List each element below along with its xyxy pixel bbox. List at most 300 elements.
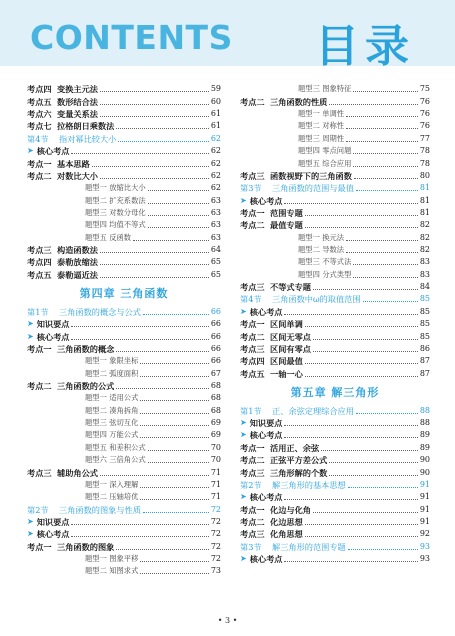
toc-topic-entry[interactable] [240, 466, 430, 478]
arrow-marker-icon: ➤ [240, 418, 247, 428]
dot-leader [116, 548, 208, 550]
dot-leader [346, 127, 418, 129]
dot-leader [100, 251, 209, 253]
entry-label: 考点一 [27, 343, 52, 354]
toc-topic-entry[interactable] [27, 244, 221, 256]
dot-leader [284, 498, 417, 500]
entry-title: 三角函数中ω的取值范围 [272, 294, 361, 305]
toc-section-entry[interactable] [27, 503, 221, 515]
entry-title: 题型四 万能公式 [85, 430, 139, 440]
toc-question-type-entry[interactable] [240, 268, 430, 280]
dot-leader [346, 251, 418, 253]
toc-topic-entry[interactable] [240, 170, 430, 182]
toc-core-entry[interactable] [240, 194, 430, 206]
toc-topic-entry[interactable] [240, 528, 430, 540]
dot-leader [140, 399, 208, 401]
toc-topic-entry[interactable] [240, 318, 430, 330]
entry-title: 三角函数的概念与公式 [59, 306, 141, 317]
entry-title: 题型一 单调性 [298, 109, 345, 119]
entry-page-number: 91 [419, 504, 430, 514]
entry-title: 辅助角公式 [57, 467, 98, 478]
dot-leader [284, 424, 417, 426]
entry-page-number: 67 [210, 368, 221, 378]
entry-page-number: 68 [210, 393, 221, 403]
dot-leader [71, 152, 208, 154]
arrow-marker-icon: ➤ [240, 195, 247, 205]
entry-title: 题型二 扩充系数法 [85, 195, 146, 205]
dot-leader [116, 350, 208, 352]
dot-leader [140, 436, 208, 438]
entry-page-number: 66 [210, 319, 221, 329]
toc-question-type-entry[interactable] [27, 231, 221, 243]
toc-topic-entry[interactable] [240, 367, 430, 379]
entry-title: 核心考点 [249, 195, 283, 206]
entry-title: 核心考点 [249, 492, 283, 503]
dot-leader [363, 300, 418, 302]
entry-label: 考点二 [240, 331, 265, 342]
entry-page-number: 62 [210, 158, 221, 168]
toc-question-type-entry[interactable] [27, 207, 221, 219]
entry-label: 考点二 [240, 220, 265, 231]
dot-leader [353, 165, 417, 167]
toc-section-entry[interactable] [27, 132, 221, 144]
dot-leader [313, 350, 418, 352]
dot-leader [140, 498, 208, 500]
dot-leader [305, 362, 418, 364]
entry-title: 化边思想 [270, 516, 303, 527]
toc-question-type-entry[interactable] [27, 367, 221, 379]
entry-page-number: 59 [210, 84, 221, 94]
entry-label: 考点四 [27, 257, 52, 268]
entry-label: 第3节 [240, 541, 262, 552]
entry-title: 区间有零点 [270, 343, 311, 354]
toc-topic-entry[interactable] [27, 268, 221, 280]
entry-page-number: 82 [419, 232, 430, 242]
entry-title: 题型一 适用公式 [85, 393, 139, 403]
entry-title: 题型三 不等式法 [298, 257, 352, 267]
entry-page-number: 83 [419, 257, 430, 267]
toc-question-type-entry[interactable] [240, 108, 430, 120]
toc-topic-entry[interactable] [27, 108, 221, 120]
dot-leader [100, 276, 209, 278]
entry-page-number: 81 [419, 183, 430, 193]
entry-label: 考点四 [27, 84, 52, 95]
entry-page-number: 78 [419, 158, 430, 168]
dot-leader [348, 548, 418, 550]
toc-topic-entry[interactable] [240, 355, 430, 367]
chapter-heading: 第四章 三角函数 [79, 287, 169, 301]
entry-title: 构造函数法 [57, 245, 98, 256]
entry-title: 基本思路 [57, 158, 90, 169]
entry-title: 范围专题 [270, 207, 303, 218]
toc-question-type-entry[interactable] [27, 417, 221, 429]
entry-page-number: 61 [210, 109, 221, 119]
entry-page-number: 65 [210, 269, 221, 279]
entry-page-number: 63 [210, 207, 221, 217]
entry-label: 考点六 [27, 109, 52, 120]
entry-title: 区间最值 [270, 356, 303, 367]
dot-leader [346, 239, 418, 241]
toc-core-entry[interactable] [240, 305, 430, 317]
toc-section-entry[interactable] [240, 182, 430, 194]
dot-leader [140, 362, 208, 364]
toc-topic-entry[interactable] [240, 441, 430, 453]
entry-title: 三角函数的性质 [270, 96, 328, 107]
toc-right-column [240, 83, 430, 565]
entry-page-number: 68 [210, 405, 221, 415]
dot-leader [313, 511, 418, 513]
entry-title: 题型六 三倍角公式 [85, 455, 146, 465]
entry-title: 区间无零点 [270, 331, 311, 342]
toc-core-entry[interactable] [240, 417, 430, 429]
dot-leader [71, 535, 208, 537]
page-number: • 3 • [217, 616, 238, 625]
entry-title: 题型三 对数分母化 [85, 207, 146, 217]
entry-title: 不等式专题 [270, 282, 311, 293]
toc-question-type-entry[interactable] [240, 244, 430, 256]
entry-title: 题型三 周期性 [298, 133, 345, 143]
entry-page-number: 72 [210, 529, 221, 539]
entry-page-number: 68 [210, 381, 221, 390]
entry-page-number: 88 [419, 418, 430, 428]
entry-page-number: 63 [210, 232, 221, 242]
toc-topic-entry[interactable] [27, 380, 221, 392]
arrow-marker-icon: ➤ [240, 554, 247, 564]
arrow-marker-icon: ➤ [27, 331, 34, 341]
toc-question-type-entry[interactable] [240, 145, 430, 157]
toc-question-type-entry[interactable] [240, 231, 430, 243]
entry-page-number: 93 [419, 554, 430, 564]
dot-leader [148, 449, 209, 451]
entry-title: 区间单调 [270, 319, 303, 330]
entry-label: 考点二 [240, 96, 265, 107]
toc-core-entry[interactable] [240, 553, 430, 565]
entry-label: 考点三 [240, 282, 265, 293]
toc-topic-entry[interactable] [240, 219, 430, 231]
toc-question-type-entry[interactable] [240, 256, 430, 268]
entry-title: 解三角形的基本思想 [272, 479, 346, 490]
entry-page-number: 69 [210, 418, 221, 428]
arrow-marker-icon: ➤ [240, 430, 247, 440]
toc-topic-entry[interactable] [27, 343, 221, 355]
entry-title: 数形结合法 [57, 96, 98, 107]
toc-question-type-entry[interactable] [27, 194, 221, 206]
entry-title: 知识要点 [36, 319, 70, 330]
dot-leader [305, 226, 418, 228]
entry-page-number: 64 [210, 245, 221, 255]
toc-section-entry[interactable] [240, 404, 430, 416]
entry-label: 第2节 [240, 479, 262, 490]
entry-label: 第2节 [27, 504, 49, 515]
entry-page-number: 85 [419, 294, 430, 304]
entry-page-number: 92 [419, 529, 430, 539]
dot-leader [118, 140, 208, 142]
entry-label: 考点七 [27, 121, 52, 132]
entry-title: 题型一 深入理解 [85, 479, 139, 489]
dot-leader [148, 214, 209, 216]
entry-label: 考点三 [27, 467, 52, 478]
entry-title: 化角思想 [270, 529, 303, 540]
entry-label: 考点一 [240, 207, 265, 218]
dot-leader [305, 214, 418, 216]
entry-label: 第3节 [240, 183, 262, 194]
toc-topic-entry[interactable] [240, 207, 430, 219]
toc-question-type-entry[interactable] [27, 355, 221, 367]
toc-topic-entry[interactable] [240, 330, 430, 342]
dot-leader [353, 90, 417, 92]
toc-section-entry[interactable] [240, 540, 430, 552]
dot-leader [92, 165, 209, 167]
entry-label: 考点二 [240, 516, 265, 527]
entry-label: 考点一 [240, 319, 265, 330]
toc-topic-entry[interactable] [27, 83, 221, 95]
dot-leader [353, 276, 417, 278]
dot-leader [100, 474, 209, 476]
entry-title: 题型一 换元法 [298, 232, 345, 242]
arrow-marker-icon: ➤ [27, 319, 34, 329]
toc-core-entry[interactable] [27, 516, 221, 528]
toc-core-entry[interactable] [240, 429, 430, 441]
toc-topic-entry[interactable] [240, 516, 430, 528]
entry-page-number: 76 [419, 109, 430, 119]
dot-leader [329, 103, 417, 105]
toc-topic-entry[interactable] [240, 454, 430, 466]
dot-leader [305, 523, 418, 525]
dot-leader [305, 535, 418, 537]
dot-leader [356, 412, 418, 414]
entry-page-number: 70 [210, 442, 221, 452]
entry-page-number: 70 [210, 455, 221, 465]
dot-leader [116, 127, 208, 129]
arrow-marker-icon: ➤ [27, 516, 34, 526]
entry-title: 题型四 均值不等式 [85, 220, 146, 230]
entry-title: 核心考点 [249, 430, 283, 441]
toc-topic-entry[interactable] [240, 95, 430, 107]
entry-title: 变量关系法 [57, 109, 98, 120]
entry-page-number: 87 [419, 368, 430, 378]
dot-leader [100, 177, 209, 179]
entry-title: 正弦平方差公式 [270, 455, 328, 466]
contents-heading: CONTENTS [30, 18, 233, 57]
dot-leader [140, 486, 208, 488]
entry-label: 考点三 [240, 467, 265, 478]
entry-page-number: 62 [210, 133, 221, 143]
dot-leader [140, 424, 208, 426]
entry-page-number: 63 [210, 195, 221, 205]
toc-left-column [27, 83, 221, 577]
toc-question-type-entry[interactable] [240, 83, 430, 95]
entry-page-number: 84 [419, 282, 430, 292]
dot-leader [284, 202, 417, 204]
toc-core-entry[interactable] [240, 491, 430, 503]
entry-title: 三角函数的图象 [57, 541, 115, 552]
entry-title: 题型三 弦切互化 [85, 418, 139, 428]
toc-question-type-entry[interactable] [27, 392, 221, 404]
dot-leader [346, 140, 418, 142]
entry-page-number: 83 [419, 269, 430, 279]
toc-section-entry[interactable] [27, 305, 221, 317]
toc-topic-entry[interactable] [27, 120, 221, 132]
toc-topic-entry[interactable] [240, 503, 430, 515]
entry-page-number: 71 [210, 479, 221, 489]
toc-core-entry[interactable] [27, 318, 221, 330]
entry-title: 解三角形的范围专题 [272, 541, 346, 552]
toc-question-type-entry[interactable] [27, 491, 221, 503]
dot-leader [140, 572, 208, 574]
dot-leader [140, 560, 208, 562]
toc-question-type-entry[interactable] [27, 441, 221, 453]
dot-leader [305, 325, 418, 327]
entry-title: 知识要点 [249, 418, 283, 429]
arrow-marker-icon: ➤ [27, 529, 34, 539]
dot-leader [305, 375, 418, 377]
toc-topic-entry[interactable] [27, 540, 221, 552]
entry-page-number: 66 [210, 343, 221, 353]
dot-leader [329, 474, 417, 476]
entry-title: 题型二 压轴培优 [85, 492, 139, 502]
entry-title: 三角函数的图象与性质 [59, 504, 141, 515]
dot-leader [140, 412, 208, 414]
entry-label: 考点四 [240, 356, 265, 367]
toc-question-type-entry[interactable] [27, 219, 221, 231]
toc-question-type-entry[interactable] [27, 565, 221, 577]
entry-page-number: 85 [419, 319, 430, 329]
entry-page-number: 78 [419, 146, 430, 156]
toc-core-entry[interactable] [27, 528, 221, 540]
entry-title: 题型二 导数法 [298, 245, 345, 255]
entry-page-number: 87 [419, 356, 430, 366]
dot-leader [148, 189, 209, 191]
toc-topic-entry[interactable] [27, 157, 221, 169]
entry-page-number: 65 [210, 257, 221, 267]
dot-leader [116, 387, 208, 389]
dot-leader [140, 375, 208, 377]
entry-label: 第1节 [27, 306, 49, 317]
entry-title: 变换主元法 [57, 84, 98, 95]
entry-label: 第1节 [240, 405, 262, 416]
toc-question-type-entry[interactable] [27, 553, 221, 565]
entry-title: 题型五 综合应用 [298, 158, 352, 168]
dot-leader [329, 461, 417, 463]
entry-label: 考点二 [240, 455, 265, 466]
entry-title: 正、余弦定理综合应用 [272, 405, 354, 416]
chapter-heading: 第五章 解三角形 [290, 385, 380, 399]
entry-page-number: 63 [210, 220, 221, 230]
toc-topic-entry[interactable] [27, 256, 221, 268]
dot-leader [143, 313, 209, 315]
dot-leader [354, 177, 418, 179]
dot-leader [133, 239, 209, 241]
toc-question-type-entry[interactable] [27, 404, 221, 416]
entry-page-number: 71 [210, 492, 221, 502]
toc-question-type-entry[interactable] [27, 454, 221, 466]
entry-label: 考点三 [27, 245, 52, 256]
entry-title: 化边与化角 [270, 504, 311, 515]
entry-title: 核心考点 [36, 331, 70, 342]
arrow-marker-icon: ➤ [27, 146, 34, 156]
dot-leader [148, 461, 209, 463]
entry-page-number: 69 [210, 430, 221, 440]
toc-question-type-entry[interactable] [240, 157, 430, 169]
entry-page-number: 81 [419, 207, 430, 217]
arrow-marker-icon: ➤ [240, 306, 247, 316]
entry-title: 泰勒放缩法 [57, 257, 98, 268]
toc-core-entry[interactable] [27, 145, 221, 157]
entry-label: 第4节 [240, 294, 262, 305]
page-title: 目录 [315, 21, 415, 72]
toc-section-entry[interactable] [240, 293, 430, 305]
entry-page-number: 77 [419, 133, 430, 143]
entry-page-number: 88 [419, 405, 430, 415]
toc-topic-entry[interactable] [27, 170, 221, 182]
dot-leader [284, 436, 417, 438]
dot-leader [356, 189, 418, 191]
entry-title: 三角形解的个数 [270, 467, 328, 478]
dot-leader [100, 90, 209, 92]
entry-page-number: 75 [419, 84, 430, 94]
dot-leader [353, 152, 417, 154]
entry-title: 题型五 反函数 [85, 232, 132, 242]
dot-leader [100, 115, 209, 117]
entry-title: 活用正、余弦 [270, 442, 320, 453]
entry-title: 知识要点 [36, 516, 70, 527]
entry-title: 一轴一心 [270, 368, 303, 379]
entry-label: 考点五 [240, 368, 265, 379]
dot-leader [148, 226, 209, 228]
toc-topic-entry[interactable] [27, 466, 221, 478]
entry-page-number: 82 [419, 245, 430, 255]
toc-section-entry[interactable] [240, 479, 430, 491]
entry-title: 三角函数的概念 [57, 343, 115, 354]
entry-page-number: 76 [419, 121, 430, 131]
entry-title: 最值专题 [270, 220, 303, 231]
entry-title: 对数比大小 [57, 170, 98, 181]
entry-title: 题型三 图象特征 [298, 84, 352, 94]
entry-title: 函数视野下的三角函数 [270, 170, 352, 181]
dot-leader [284, 560, 417, 562]
toc-question-type-entry[interactable] [240, 132, 430, 144]
dot-leader [148, 202, 209, 204]
toc-topic-entry[interactable] [27, 95, 221, 107]
entry-page-number: 90 [419, 455, 430, 465]
entry-title: 题型二 对称性 [298, 121, 345, 131]
entry-label: 考点一 [27, 541, 52, 552]
dot-leader [71, 325, 208, 327]
entry-page-number: 66 [210, 306, 221, 316]
entry-title: 核心考点 [249, 306, 283, 317]
entry-page-number: 86 [419, 343, 430, 353]
toc-question-type-entry[interactable] [27, 182, 221, 194]
toc-topic-entry[interactable] [240, 281, 430, 293]
entry-page-number: 73 [210, 566, 221, 576]
entry-title: 题型二 弧度面积 [85, 368, 139, 378]
toc-question-type-entry[interactable] [240, 120, 430, 132]
toc-core-entry[interactable] [27, 330, 221, 342]
entry-page-number: 72 [210, 516, 221, 526]
dot-leader [284, 313, 417, 315]
dot-leader [100, 263, 209, 265]
entry-page-number: 72 [210, 554, 221, 564]
entry-page-number: 62 [210, 146, 221, 156]
entry-label: 考点三 [240, 170, 265, 181]
dot-leader [313, 338, 418, 340]
entry-page-number: 72 [210, 504, 221, 514]
dot-leader [353, 263, 417, 265]
entry-label: 考点一 [27, 158, 52, 169]
toc-question-type-entry[interactable] [27, 479, 221, 491]
toc-question-type-entry[interactable] [27, 429, 221, 441]
toc-topic-entry[interactable] [240, 343, 430, 355]
